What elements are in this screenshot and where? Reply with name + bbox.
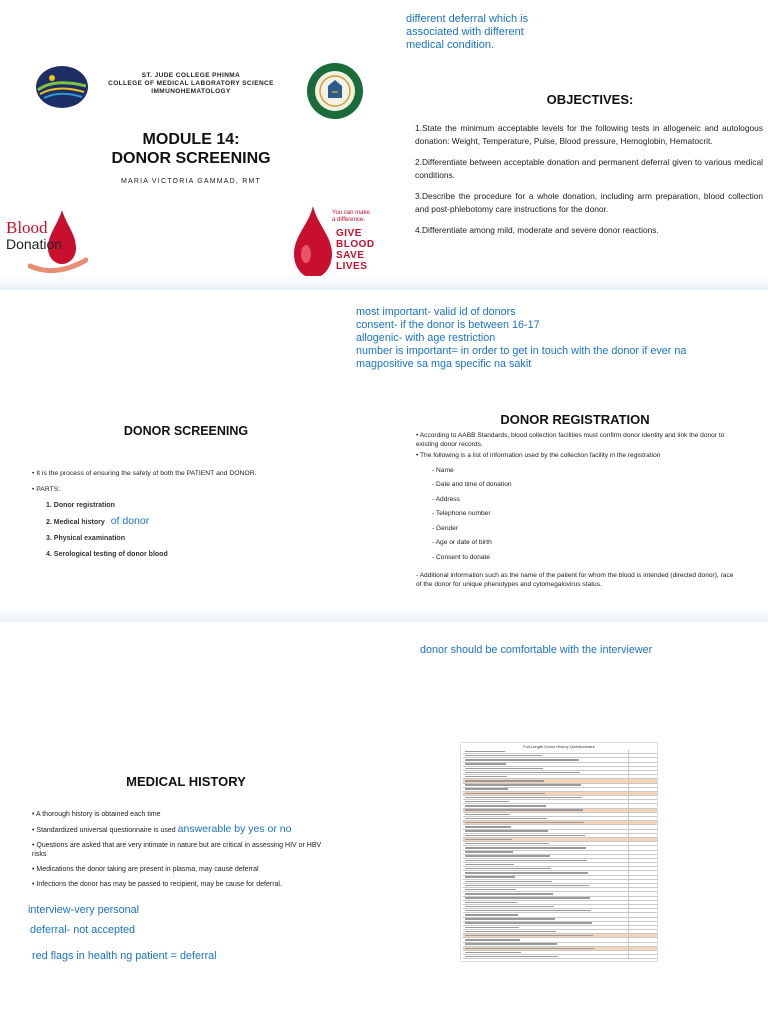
form-row-text (465, 763, 506, 764)
medical-bullet-text: • Standardized universal questionnaire is used (32, 827, 176, 834)
author: MARIA VICTORIA GAMMAD, RMT (121, 178, 261, 185)
objective-item: 3.Describe the procedure for a whole donation, including arm preparation, blood collection and post-phlebotomy care instructions for the donor. (415, 191, 763, 214)
registration-title: DONOR REGISTRATION (500, 412, 650, 427)
registration-item: - Consent to donate (432, 553, 490, 561)
module-number: MODULE 14: (142, 131, 240, 148)
poster-give: GIVE (336, 228, 362, 239)
parts-item (32, 534, 362, 543)
form-row-text (465, 881, 552, 882)
parts-item (32, 501, 362, 510)
parts-item (32, 517, 362, 527)
medical-bullet (32, 825, 362, 835)
form-row-text (465, 876, 515, 877)
objectives-list (415, 122, 763, 245)
form-row-text (465, 872, 588, 873)
form-row-text (465, 956, 558, 957)
medical-bullet: • Infections the donor has may be passed to recipient, may be cause for deferral. (32, 881, 282, 888)
annotation-note: most important- valid id of donors consent- if the donor is between 16-17 allogenic- with age restriction number is important= in order to get in touch with the donor if ever na magpositive sa mga specific na sakit (356, 306, 687, 370)
form-row-text (465, 805, 546, 806)
form-row-text (465, 851, 513, 852)
registration-bullet: • According to AABB Standards, blood collection facilities must confirm donor identity and link the donor to existing donor records. (416, 432, 725, 448)
questionnaire-form-image (460, 742, 658, 962)
annotation-note: donor should be comfortable with the interviewer (420, 644, 653, 656)
poster-blood: BLOOD (336, 239, 375, 250)
form-row-text (465, 910, 591, 911)
annotation-note: different deferral which is associated with different medical condition. (406, 13, 529, 51)
objectives-title: OBJECTIVES: (546, 92, 634, 107)
screening-bullet: • PARTS: (32, 486, 61, 493)
form-row-text (465, 814, 510, 815)
objective-item: 1.State the minimum acceptable levels for the following tests in allogeneic and autologous donation: Weight, Temperature, Pulse, Blood pressure, Hemoglobin, Hematocrit. (415, 123, 763, 146)
registration-item: - Date and time of donation (432, 481, 512, 488)
form-row-text (465, 843, 549, 844)
form-row-text (465, 893, 553, 894)
registration-item: - Age or date of birth (432, 539, 492, 546)
registration-item: - Address (432, 495, 460, 503)
slide-title (0, 0, 768, 285)
form-row-text (465, 809, 583, 810)
form-row-text (465, 927, 519, 928)
poster-tagline-2: a difference. (332, 217, 365, 223)
form-row-text (465, 885, 589, 886)
school-name (96, 72, 286, 96)
medical-bullet: • Questions are asked that are very intimate in nature but are critical in assessing HIV or HBV risks (32, 842, 322, 858)
form-row-text (465, 847, 586, 848)
form-row-text (465, 902, 517, 903)
school-line: ST. JUDE COLLEGE PHINMA (141, 72, 241, 79)
module-name: DONOR SCREENING (111, 150, 271, 167)
objective-item: 4.Differentiate among mild, moderate and severe donor reactions. (415, 225, 659, 235)
form-row-text (465, 780, 544, 781)
form-row-text (465, 918, 555, 919)
school-line: IMMUNOHEMATOLOGY (151, 88, 231, 95)
school-line: COLLEGE OF MEDICAL LABORATORY SCIENCE (108, 80, 274, 87)
form-row-text (465, 822, 584, 823)
medical-bullet: • A thorough history is obtained each time (32, 811, 161, 818)
form-row-text (465, 835, 585, 836)
form-row-text (465, 826, 511, 827)
form-row-text (465, 759, 579, 760)
screening-list (32, 469, 362, 566)
poster-lives: LIVES (336, 261, 368, 272)
registration-list (416, 432, 734, 589)
parts-item-label: 2. Medical history (46, 519, 105, 526)
college-logo-icon (34, 64, 90, 110)
form-row-text (465, 931, 556, 932)
parts-item-label: 1. Donor registration (46, 502, 115, 509)
form-row-text (465, 889, 516, 890)
inline-note: answerable by yes or no (177, 823, 292, 835)
form-row-text (465, 897, 590, 898)
form-title: Full-Length Donor History Questionnaire (523, 744, 595, 749)
parts-item-label: 4. Serological testing of donor blood (46, 551, 168, 558)
form-row-text (465, 939, 520, 940)
form-row-text (465, 948, 594, 949)
give-blood-poster (288, 204, 384, 282)
form-row-text (465, 830, 548, 831)
slide-separator (0, 276, 768, 290)
form-row-text (465, 906, 554, 907)
form-row-text (465, 755, 542, 756)
form-row-text (465, 751, 505, 752)
parts-note: of donor (110, 515, 150, 527)
module-title (96, 130, 286, 168)
parts-item (32, 550, 362, 559)
form-row (463, 955, 657, 959)
medical-bullet: • Medications the donor taking are present in plasma, may cause deferral (32, 866, 259, 873)
blood-donation-logo (4, 208, 94, 278)
poster-save: SAVE (336, 250, 365, 261)
screening-title: DONOR SCREENING (123, 424, 249, 438)
form-row-text (465, 855, 550, 856)
form-row-text (465, 943, 557, 944)
form-row-text (465, 952, 521, 953)
form-row-text (465, 772, 580, 773)
slide-donor-screening (0, 292, 768, 610)
form-row-text (465, 776, 507, 777)
form-row-text (465, 839, 512, 840)
annotation-interview: interview-very personal (28, 904, 140, 916)
form-row-text (465, 793, 545, 794)
form-row-text (465, 784, 581, 785)
form-row-text (465, 788, 508, 789)
blood-logo-text-2: Donation (6, 236, 63, 252)
registration-item: - Name (432, 466, 454, 474)
form-row-text (465, 914, 518, 915)
medical-history-list (32, 810, 362, 895)
form-row-text (465, 768, 543, 769)
form-row-text (465, 797, 582, 798)
registration-item: - Telephone number (432, 510, 491, 517)
slide-separator (0, 608, 768, 622)
poster-tagline-1: You can make (332, 210, 370, 216)
registration-bullet: • The following is a list of information used by the collection facility in the registration (416, 452, 661, 459)
annotation-deferral: deferral- not accepted (30, 924, 136, 936)
form-rows (463, 750, 657, 959)
registration-item: - Gender (432, 524, 459, 532)
form-row-text (465, 864, 514, 865)
form-row-text (465, 860, 587, 861)
form-row-text (465, 801, 509, 802)
form-row-text (465, 935, 593, 936)
screening-bullet: • It is the process of ensuring the safety of both the PATIENT and DONOR. (32, 470, 257, 477)
form-row-text (465, 868, 551, 869)
blood-drop-icon (290, 204, 336, 280)
parts-item-label: 3. Physical examination (46, 535, 125, 542)
blood-logo-text-1: Blood (6, 218, 48, 237)
objective-item: 2.Differentiate between acceptable donation and permanent deferral given to various medical conditions. (415, 157, 763, 180)
form-row-text (465, 818, 547, 819)
medical-history-title: MEDICAL HISTORY (126, 774, 246, 789)
college-seal-icon (306, 62, 364, 120)
annotation-redflags: red flags in health ng patient = deferral (32, 950, 217, 962)
form-row-text (465, 922, 592, 923)
registration-extra: - Additional information such as the name of the patient for whom the blood is intended (directed donor), race of the donor for unique phenotypes and cytomegalovirus status. (416, 572, 734, 588)
